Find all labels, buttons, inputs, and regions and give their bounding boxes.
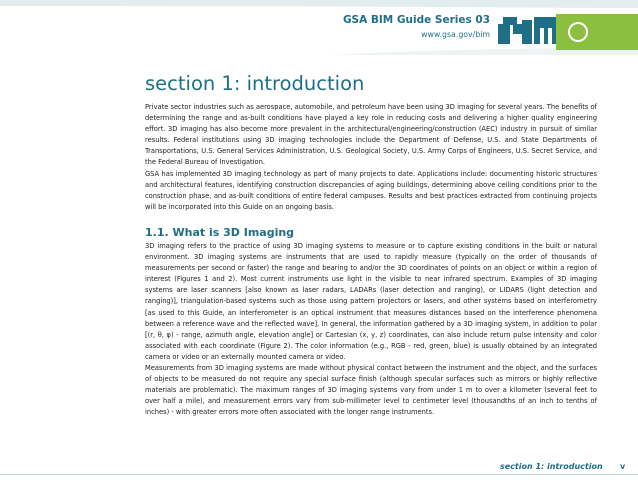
subsection-paragraph-1: 3D imaging refers to the practice of using 3D imaging systems to measure or to capture existing conditions in the built or natural environment. 3D imaging systems are instruments that are used to rapidly measure (typically on the order of thousands of measurements per second or faster) the range and bearing to and/or the 3D coordinates of points on an object or within a region of interest (Figures 1 and 2). Most current instruments use light in the visible to near infrared spectrum. Examples of 3D imaging systems are laser scanners [also known as laser radars, LADARs (laser detection and ranging), or LIDARS (light detection and ranging)], triangulation-based systems such as those using pattern projectors or lasers, and other systems based on interferometry [as used to this Guide, an interferometer is an optical instrument that measures distances based on the interference phenomena between a reference wave and the reflected wave]. In general, the information gathered by a 3D imaging system, in addition to polar [(r, θ, φ) - range, azimuth angle, elevation angle] or Cartesian (x, y, z) coordinates, can also include return pulse intensity and color associated with each coordinate (Figure 2). The color information (e.g., RGB - red, green, blue) is usually obtained by an integrated camera or video or an externally mounted camera or video. [145,242,597,361]
footer-section-label: section 1: introduction [500,462,603,471]
intro-paragraph-2: GSA has implemented 3D imaging technology as part of many projects to date. Applications include: documenting historic structures and architectural features, identifying construction discrepancies of aging buildings, determining above ceiling conditions prior to the construction phase, and as-built conditions of entire federal campuses. Results and best practices extracted from continuing projects will be incorporated into this Guide on an ongoing basis. [145,170,597,212]
gsa-bim-logo [498,14,638,50]
series-title: GSA BIM Guide Series 03 [342,14,490,26]
footer-page-number: v [620,462,626,471]
subsection-paragraph-2: Measurements from 3D imaging systems are made without physical contact between the instrument and the object, and the surfaces of objects to be measured do not require any special surface finish (although specular surfaces such as mirrors or highly reflective materials are problematic). The maximum ranges of 3D imaging systems vary from under 1 m to over a kilometer (several feet to over half a mile), and measurement errors vary from sub-millimeter level to centimeter level (thousandths of an inch to tenths of inches) - with greater errors more often associated with the longer range instruments. [145,364,597,417]
subsection-title: 1.1. What is 3D Imaging [145,226,295,239]
section-title: section 1: introduction [145,72,365,95]
footer-divider [0,474,638,475]
intro-paragraph-1: Private sector industries such as aerospace, automobile, and petroleum have been using 3D imaging for several years. The benefits of determining the range and as-built conditions have played a key role in reducing costs and delivering a higher quality engineering effort. 3D imaging has also become more prevalent in the architectural/engineering/construction (AEC) industry in pursuit of similar results. Federal institutions using 3D imaging technologies include the Department of Defense, U.S. and State Departments of Transportations, U.S. General Services Administration, U.S. Geological Society, U.S. Army Corps of Engineers, U.S. Secret Service, and the Federal Bureau of Investigation. [145,103,597,167]
series-url[interactable]: www.gsa.gov/bim [421,30,490,39]
